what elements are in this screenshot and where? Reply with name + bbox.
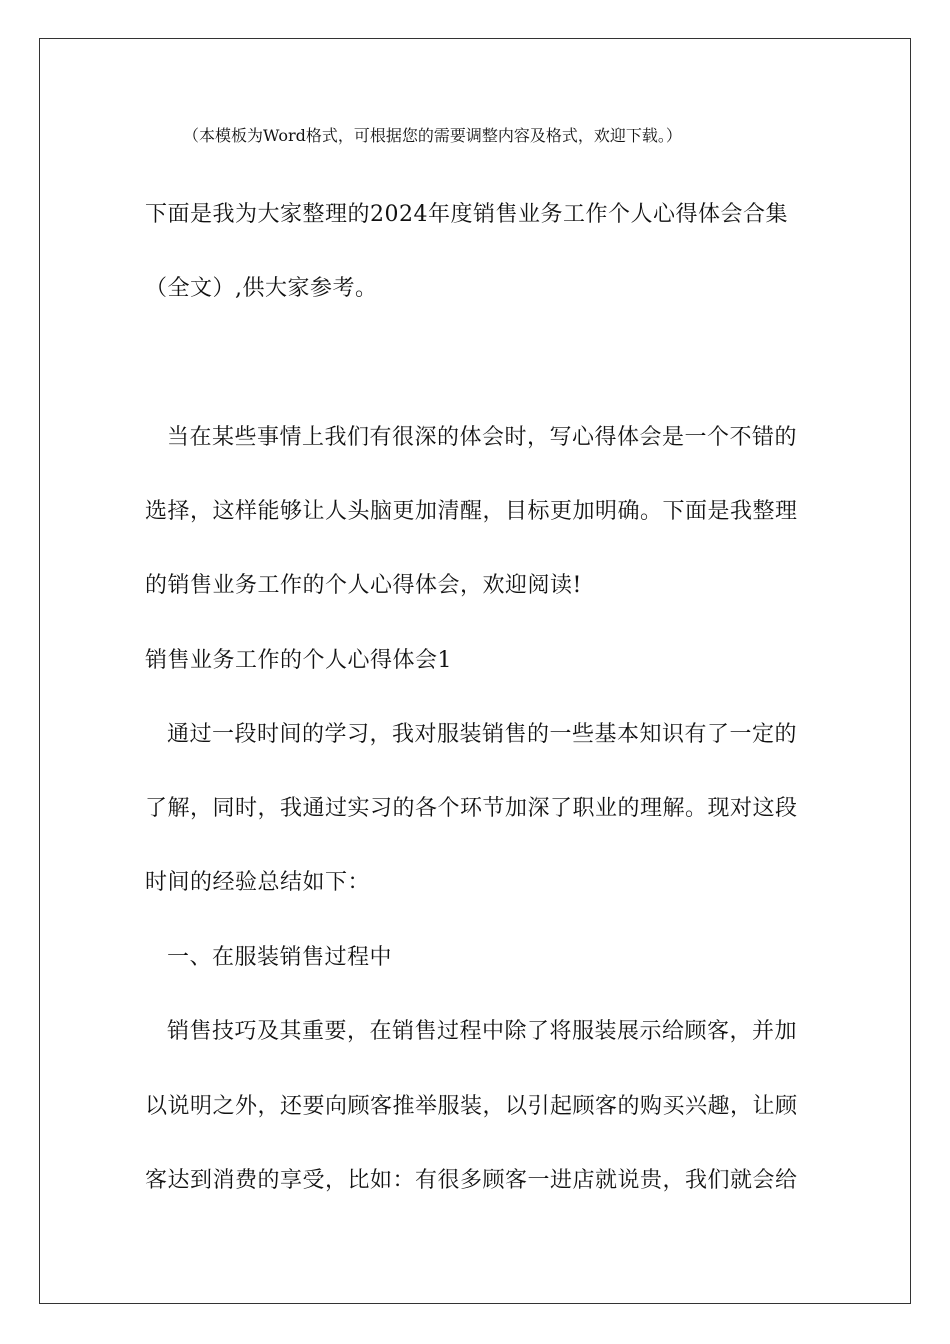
paragraph1-line-2: 选择，这样能够让人头脑更加清醒，目标更加明确。下面是我整理: [145, 499, 798, 524]
intro-line-1: 下面是我为大家整理的2024年度销售业务工作个人心得体会合集: [145, 202, 788, 227]
paragraph2-line-1: 通过一段时间的学习，我对服装销售的一些基本知识有了一定的: [167, 722, 798, 747]
paragraph3-line-1: 销售技巧及其重要，在销售过程中除了将服装展示给顾客，并加: [167, 1019, 798, 1044]
intro-line-2: （全文）,供大家参考。: [145, 276, 378, 301]
paragraph1-line-3: 的销售业务工作的个人心得体会，欢迎阅读!: [145, 573, 582, 598]
subheading: 一、在服装销售过程中: [167, 945, 393, 970]
paragraph3-line-2: 以说明之外，还要向顾客推举服装，以引起顾客的购买兴趣，让顾: [145, 1094, 798, 1119]
template-note: （本模板为Word格式，可根据您的需要调整内容及格式，欢迎下载。）: [183, 126, 682, 145]
paragraph2-line-3: 时间的经验总结如下：: [145, 870, 371, 895]
paragraph3-line-3: 客达到消费的享受，比如：有很多顾客一进店就说贵，我们就会给: [145, 1168, 798, 1193]
section-title: 销售业务工作的个人心得体会1: [145, 648, 452, 673]
paragraph1-line-1: 当在某些事情上我们有很深的体会时，写心得体会是一个不错的: [167, 425, 798, 450]
paragraph2-line-2: 了解，同时，我通过实习的各个环节加深了职业的理解。现对这段: [145, 796, 798, 821]
